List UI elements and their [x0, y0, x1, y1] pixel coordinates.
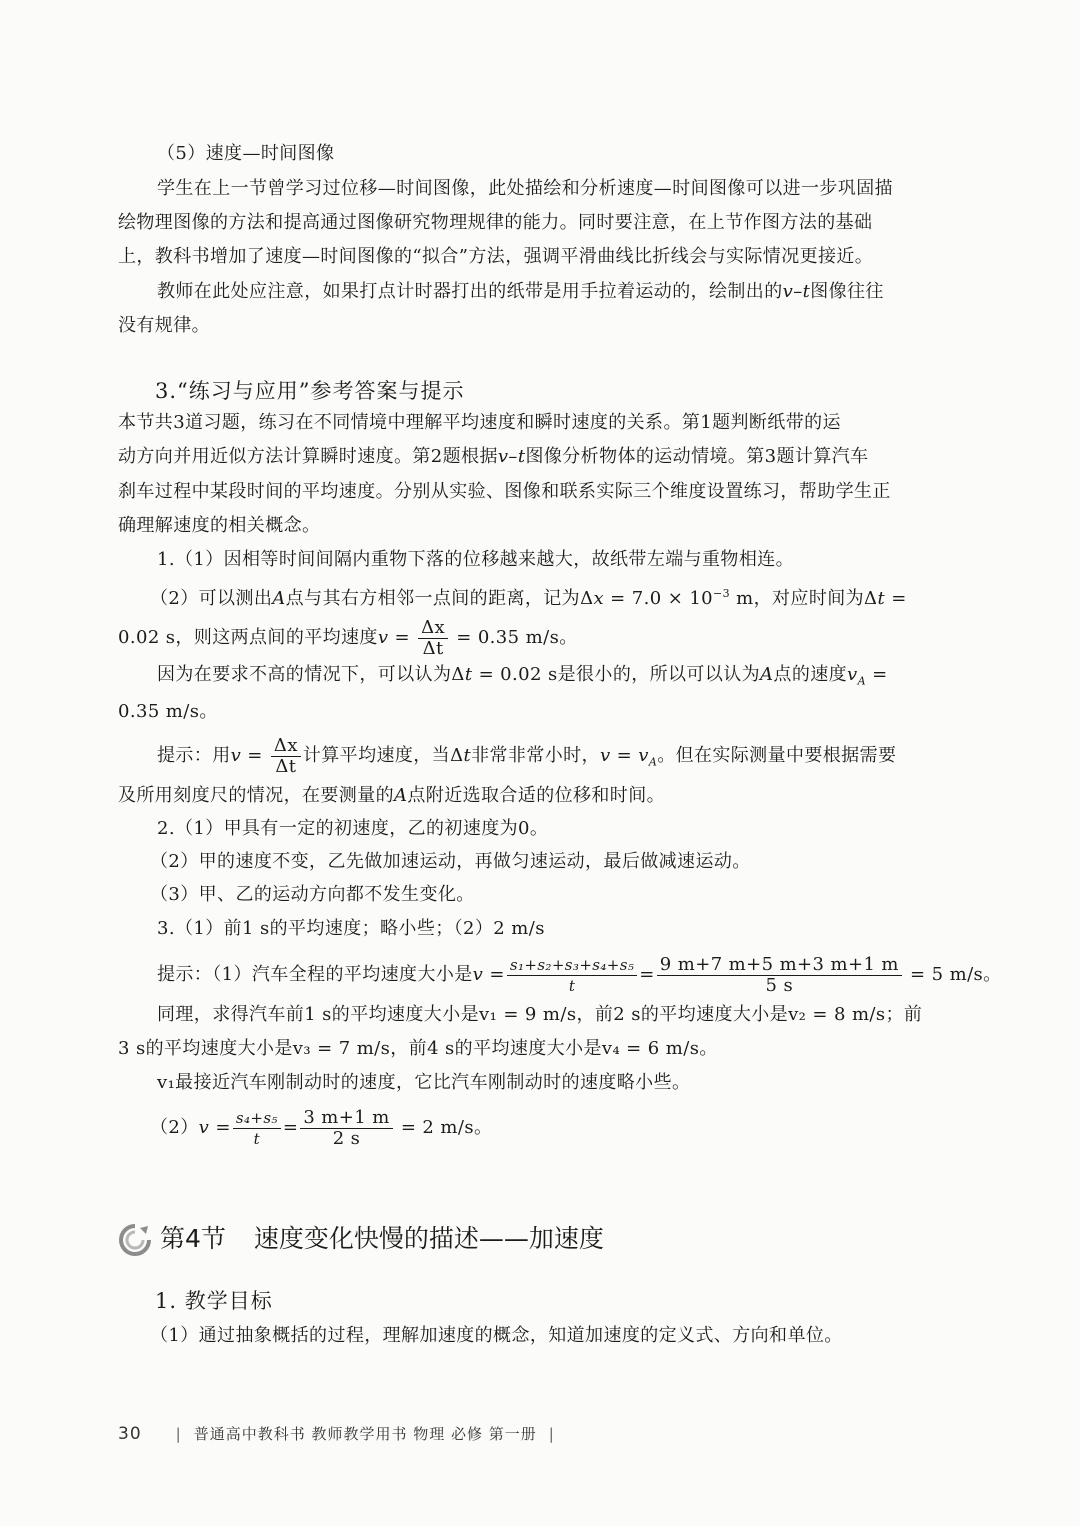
fraction: [507, 955, 637, 996]
text: =: [483, 964, 505, 985]
text: =: [282, 1117, 299, 1138]
text: 0.02 s，则这两点间的平均速度: [118, 627, 378, 648]
var: v: [377, 627, 389, 648]
var: v: [472, 964, 484, 985]
answer-line: [118, 615, 918, 661]
section-heading: 1. 教学目标: [155, 1289, 273, 1313]
text: =: [639, 964, 655, 985]
var: v–t: [497, 446, 526, 467]
var: t: [464, 664, 473, 685]
numerator: Δx: [273, 734, 298, 756]
text: 图像往往: [810, 281, 884, 302]
book-title: 普通高中教科书 教师教学用书 物理 必修 第一册: [193, 1425, 537, 1443]
hint-line: [157, 733, 957, 779]
hint-line: [118, 785, 918, 807]
paragraph-line: [118, 446, 918, 468]
text: = 5 m/s。: [903, 964, 1002, 985]
text: （2）可以测出: [150, 588, 273, 609]
var: t: [463, 745, 472, 766]
var: v: [230, 745, 242, 766]
text: 动方向并用近似方法计算瞬时速度。第2题根据: [118, 446, 498, 467]
denominator: t: [233, 1128, 281, 1149]
text: 非常非常小时，: [471, 745, 600, 766]
denominator: Δt: [418, 638, 448, 659]
answer-line: （2）甲的速度不变，乙先做加速运动，再做匀速运动，最后做减速运动。: [150, 851, 751, 872]
text: =: [610, 745, 639, 766]
var: v: [847, 664, 858, 685]
denominator: 2 s: [300, 1128, 392, 1149]
answer-line: 3.（1）前1 s的平均速度；略小些；（2）2 m/s: [157, 918, 545, 939]
fraction: [657, 955, 902, 996]
lesson-title: 速度变化快慢的描述——加速度: [253, 1224, 604, 1253]
paragraph-line: 绘物理图像的方法和提高通过图像研究物理规律的能力。同时要注意，在上节作图方法的基础: [118, 212, 873, 233]
hint-line: 同理，求得汽车前1 s的平均速度大小是v₁ = 9 m/s，前2 s的平均速度大小是v₂ = 8 m/s；前: [157, 1004, 923, 1025]
paragraph-line: 学生在上一节曾学习过位移—时间图像，此处描绘和分析速度—时间图像可以进一步巩固描: [157, 178, 893, 199]
text: （2）: [150, 1117, 199, 1138]
numerator: 9 m+7 m+5 m+3 m+1 m: [659, 953, 899, 975]
text: 提示：用: [157, 745, 231, 766]
text: =: [388, 627, 417, 648]
var: A: [394, 785, 408, 806]
footer-separator: |: [548, 1425, 555, 1443]
exponent: −3: [713, 587, 731, 600]
var: v: [599, 745, 611, 766]
text: 点与其右方相邻一点间的距离，记为Δ: [285, 588, 594, 609]
hint-line: [157, 951, 1002, 999]
answer-line: 0.35 m/s。: [118, 701, 218, 722]
text: 提示：（1）汽车全程的平均速度大小是: [157, 964, 473, 985]
text: 点的速度: [773, 664, 848, 685]
text: =: [865, 664, 888, 685]
paragraph-line: 上，教科书增加了速度—时间图像的“拟合”方法，强调平滑曲线比折线会与实际情况更接近。: [118, 246, 874, 267]
goal-line: （1）通过抽象概括的过程，理解加速度的概念，知道加速度的定义式、方向和单位。: [150, 1325, 843, 1346]
text: =: [241, 745, 269, 766]
var: A: [272, 588, 286, 609]
hint-line: v₁最接近汽车刚制动时的速度，它比汽车刚制动时的速度略小些。: [157, 1072, 691, 1093]
page-number: 30: [118, 1424, 142, 1444]
text: 教师在此处应注意，如果打点计时器打出的纸带是用手拉着运动的，绘制出的: [157, 281, 783, 302]
text: = 7.0 × 10: [604, 588, 714, 609]
fraction: [233, 1108, 281, 1149]
var: v: [638, 745, 649, 766]
subscript: A: [648, 755, 658, 769]
text: = 2 m/s。: [394, 1117, 493, 1138]
var: v: [782, 281, 794, 302]
var: t: [802, 281, 811, 302]
var: A: [760, 664, 774, 685]
fraction: [300, 1108, 392, 1149]
subscript: A: [857, 674, 866, 688]
paragraph-line: 刹车过程中某段时间的平均速度。分别从实验、图像和联系实际三个维度设置练习，帮助学生正: [118, 481, 891, 502]
text: = 0.35 m/s。: [450, 627, 578, 648]
paragraph-line: 没有规律。: [118, 315, 210, 336]
answer-line: 1.（1）因相等时间间隔内重物下落的位移越来越大，故纸带左端与重物相连。: [157, 549, 795, 570]
hint-line: 3 s的平均速度大小是v₃ = 7 m/s，前4 s的平均速度大小是v₄ = 6 m/s。: [118, 1038, 718, 1059]
footer-separator: |: [175, 1425, 182, 1443]
text: m，对应时间为Δ: [730, 588, 878, 609]
text: –: [793, 281, 803, 302]
text: 点附近选取合适的位移和时间。: [407, 785, 666, 806]
denominator: Δt: [271, 756, 301, 777]
numerator: 3 m+1 m: [303, 1106, 390, 1128]
subsection-heading: （5）速度—时间图像: [157, 143, 335, 164]
text: =: [209, 1117, 231, 1138]
answer-line: [150, 583, 950, 610]
swirl-icon: [118, 1223, 152, 1257]
page-footer: [118, 1423, 567, 1444]
numerator: Δx: [421, 616, 446, 638]
section-heading: 3.“练习与应用”参考答案与提示: [155, 379, 465, 403]
text: 计算平均速度，当Δ: [302, 745, 464, 766]
answer-line: 2.（1）甲具有一定的初速度，乙的初速度为0。: [157, 818, 549, 839]
denominator: t: [507, 975, 637, 996]
answer-line: [150, 1104, 950, 1152]
answer-line: （3）甲、乙的运动方向都不发生变化。: [150, 884, 475, 905]
numerator: s₄+s₅: [235, 1108, 278, 1127]
paragraph-line: [157, 281, 957, 303]
lesson-number: 第4节: [159, 1224, 226, 1253]
var: v: [198, 1117, 210, 1138]
var: x: [593, 588, 605, 609]
text: 因为在要求不高的情况下，可以认为Δ: [157, 664, 465, 685]
text: 及所用刻度尺的情况，在要测量的: [118, 785, 394, 806]
numerator: s₁+s₂+s₃+s₄+s₅: [509, 955, 635, 974]
answer-line: [157, 664, 957, 693]
text: 。但在实际测量中要根据需要: [657, 745, 897, 766]
text: =: [885, 588, 907, 609]
text: 图像分析物体的运动情境。第3题计算汽车: [525, 446, 869, 467]
denominator: 5 s: [657, 975, 902, 996]
text: = 0.02 s是很小的，所以可以认为: [472, 664, 761, 685]
paragraph-line: 本节共3道习题，练习在不同情境中理解平均速度和瞬时速度的关系。第1题判断纸带的运: [118, 412, 841, 433]
var: t: [877, 588, 886, 609]
fraction: [271, 736, 301, 777]
paragraph-line: 确理解速度的相关概念。: [118, 515, 321, 536]
fraction: [418, 618, 448, 659]
lesson-heading: [118, 1222, 604, 1257]
